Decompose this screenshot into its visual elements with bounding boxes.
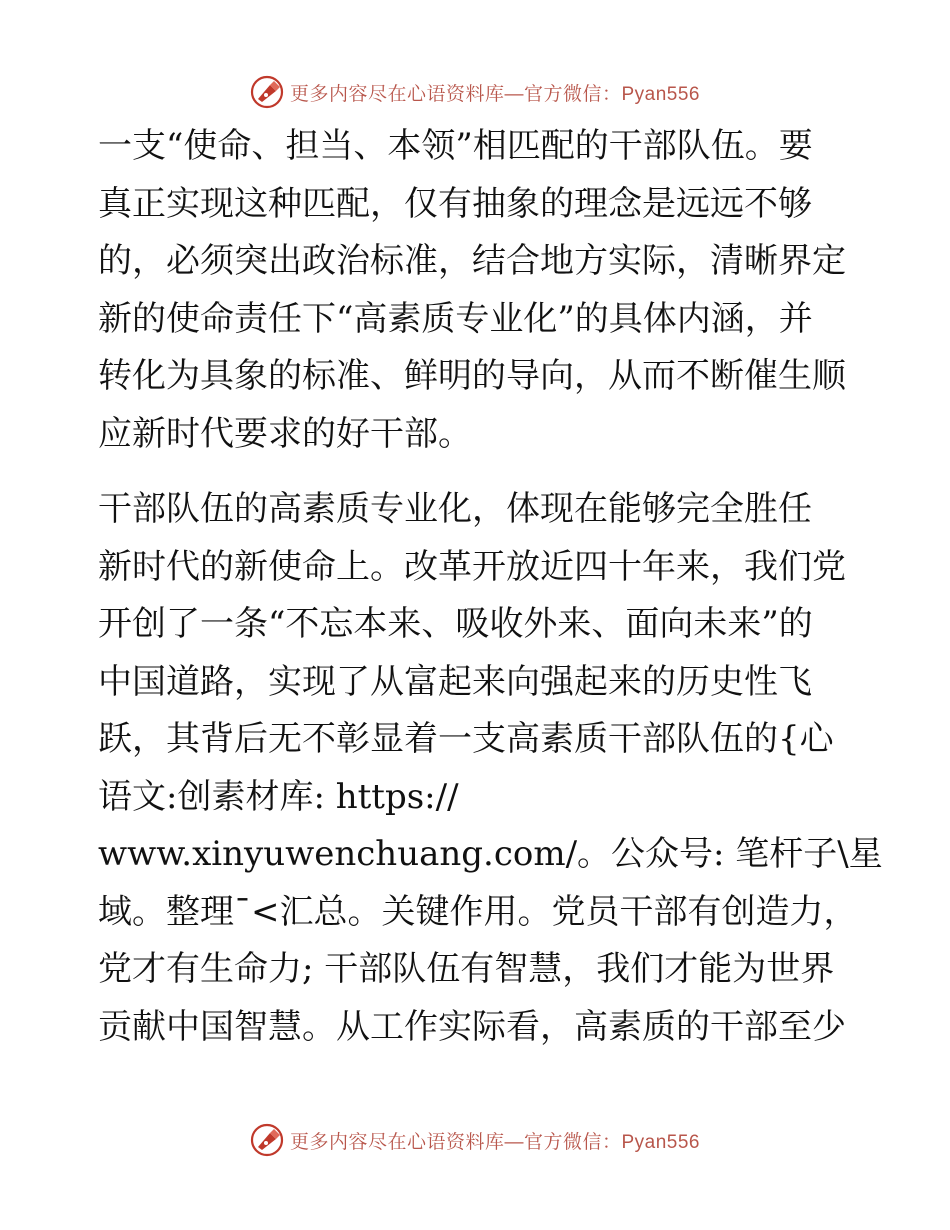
paragraph-2 xyxy=(98,481,883,1056)
paragraph-spacer xyxy=(98,463,858,481)
text-line: 党才有生命力; 干部队伍有智慧，我们才能为世界 xyxy=(98,949,835,989)
text-line: 中国道路，实现了从富起来向强起来的历史性飞 xyxy=(98,661,812,702)
text-line: 新的使命责任下“高素质专业化”的具体内涵，并 xyxy=(98,298,813,339)
text-line: 一支“使命、担当、本领”相匹配的干部队伍。要 xyxy=(98,126,813,166)
paragraph-1 xyxy=(98,118,858,463)
text-line: 的，必须突出政治标准，结合地方实际，清晰界定 xyxy=(98,241,846,281)
document-body xyxy=(98,118,883,1056)
text-line: 跃，其背后无不彰显着一支高素质干部队伍的{心 xyxy=(98,719,834,759)
text-line: 干部队伍的高素质专业化，体现在能够完全胜任 xyxy=(98,489,812,529)
text-line: 域。整理¯<汇总。关键作用。党员干部有创造力， xyxy=(98,891,858,932)
watermark-text: 更多内容尽在心语资料库—官方微信：Pyan556 xyxy=(289,83,700,105)
text-line: 语文:创素材库: https:// xyxy=(98,776,459,817)
watermark-text: 更多内容尽在心语资料库—官方微信：Pyan556 xyxy=(289,1131,700,1153)
text-line: 应新时代要求的好干部。 xyxy=(98,413,472,454)
text-line: www.xinyuwenchuang.com/。公众号: 笔杆子\星 xyxy=(98,834,883,874)
pen-nib-logo-icon xyxy=(250,1123,284,1157)
text-line: 新时代的新使命上。改革开放近四十年来，我们党 xyxy=(98,546,846,587)
text-line: 转化为具象的标准、鲜明的导向，从而不断催生顺 xyxy=(98,356,846,396)
header-watermark xyxy=(0,72,950,112)
text-line: 真正实现这种匹配，仅有抽象的理念是远远不够 xyxy=(98,183,812,224)
text-line: 开创了一条“不忘本来、吸收外来、面向未来”的 xyxy=(98,604,813,644)
text-line: 贡献中国智慧。从工作实际看，高素质的干部至少 xyxy=(98,1006,846,1047)
pen-nib-logo-icon xyxy=(250,75,284,109)
footer-watermark xyxy=(0,1120,950,1160)
